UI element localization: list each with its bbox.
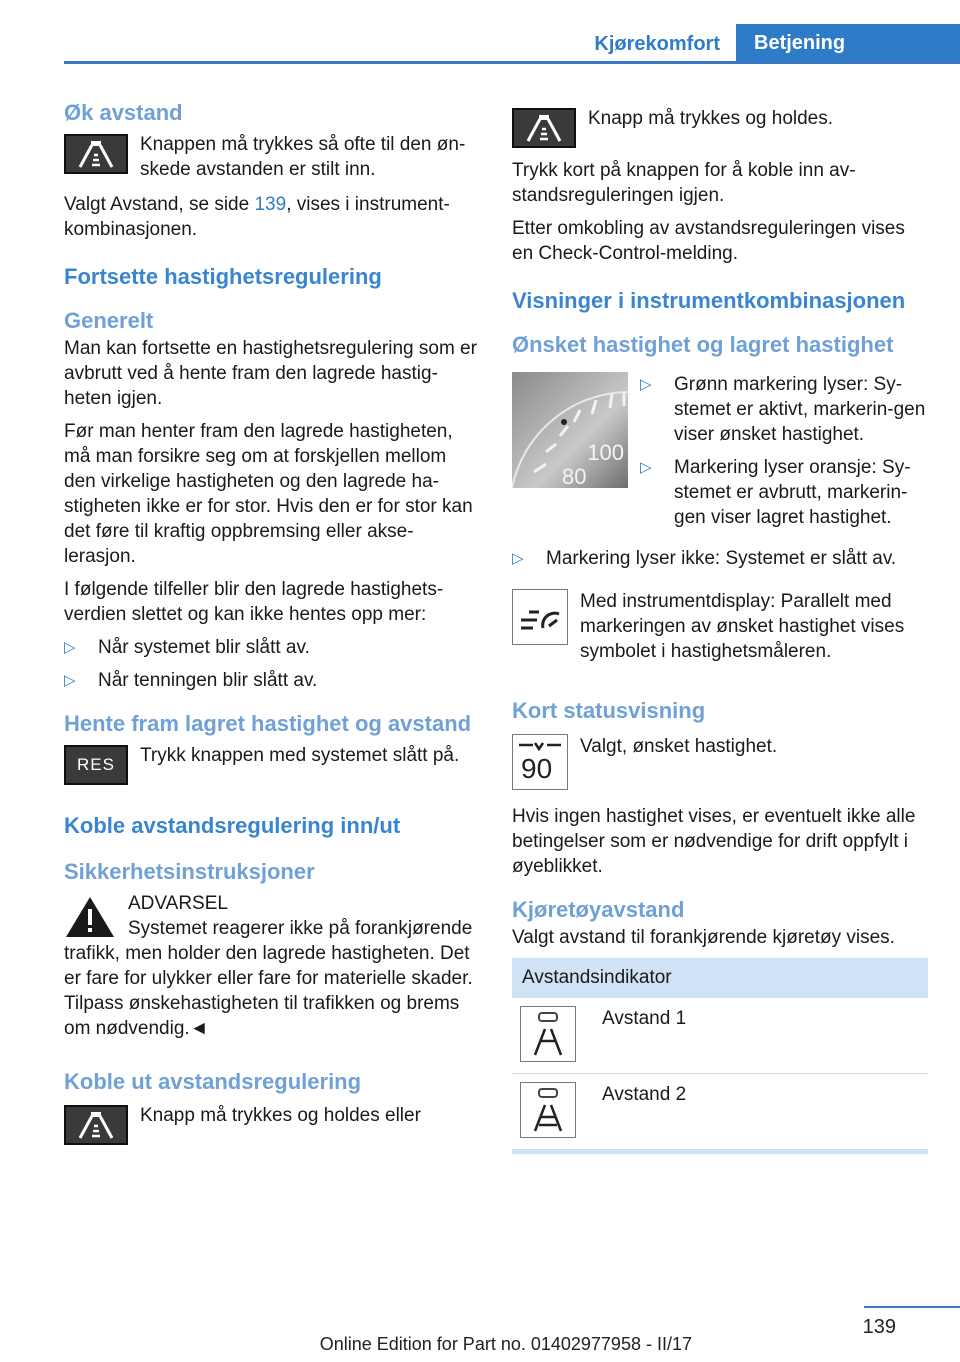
right-p3: Hvis ingen hastighet vises, er eventuelt ikke alle betingelser som er nødvendige for drift oppfylt i øyeblikket. (512, 806, 916, 877)
list-item (64, 635, 480, 660)
fortsette-bullets (64, 635, 480, 693)
heading-kjoretoy: Kjøretøyavstand (512, 897, 685, 922)
status-speed-number: 90 (521, 753, 553, 784)
gauge-bullets (640, 372, 928, 538)
page-header (64, 24, 960, 62)
kjoretoy-text: Valgt avstand til forankjørende kjøretøy vises. (512, 927, 895, 948)
heading-ok-avstand: Øk avstand (64, 100, 183, 125)
distance-button-icon (512, 108, 576, 148)
bullet-arrow-icon: ▷ (64, 672, 76, 689)
heading-onsket: Ønsket hastighet og lagret hastighet (512, 332, 894, 357)
heading-koble-ut: Koble ut avstandsregulering (64, 1069, 362, 1094)
subheading-generelt: Generelt (64, 308, 154, 333)
speed-limiter-symbol-icon (512, 589, 568, 645)
res-button-icon (64, 745, 128, 785)
gauge-label-80: 80 (562, 464, 587, 488)
distance-button-icon (64, 1105, 128, 1145)
gauge-row (512, 372, 928, 546)
heading-visninger: Visninger i instrumentkombinasjonen (512, 288, 906, 313)
table-row (512, 1074, 928, 1150)
ok-avstand-row (64, 132, 480, 182)
distance-2-icon (520, 1082, 576, 1138)
warning-icon (64, 895, 116, 939)
bullet-arrow-icon: ▷ (64, 639, 76, 656)
warning-body: trafikk, men holder den lagrede hastigheten. Det er fare for ulykker eller fare for materielle skader. Tilpass ønskehastigheten til trafikken og brems om nødvendig.◄ (64, 943, 473, 1039)
chapter-tab[interactable]: Kjørekomfort (594, 33, 720, 55)
subheading-sikkerhet: Sikkerhetsinstruksjoner (64, 859, 315, 884)
list-item-text: Når tenningen blir slått av. (98, 670, 318, 691)
list-item-text: Markering lyser ikke: Systemet er slått av. (546, 548, 897, 569)
bullet-arrow-icon: ▷ (512, 550, 524, 567)
kort-row (512, 734, 928, 790)
koble-ut-row (64, 1103, 480, 1145)
bullet-arrow-icon: ▷ (640, 459, 652, 476)
list-item-text: Markering lyser oransje: Sy-stemet er avbrutt, markerin-gen viser lagret hastighet. (674, 457, 911, 528)
right-p1: Trykk kort på knappen for å koble inn av-standsreguleringen igjen. (512, 160, 856, 206)
edition-text: Online Edition for Part no. 01402977958 - II/17 (319, 1334, 692, 1354)
right-p2: Etter omkobling av avstandsreguleringen vises en Check-Control-melding. (512, 218, 905, 264)
fortsette-p1: Man kan fortsette en hastighetsregulering som er avbrutt ved å hente fram den lagrede hastig-heten igjen. (64, 338, 477, 409)
heading-hente: Hente fram lagret hastighet og avstand (64, 711, 472, 736)
instr-text: Med instrumentdisplay: Parallelt med markeringen av ønsket hastighet vises symbolet i hastighetsmåleren. (580, 591, 905, 662)
table-header: Avstandsindikator (512, 958, 928, 998)
speedometer-gauge-image (512, 372, 628, 488)
warning-line: Systemet reagerer ikke på forankjørende (128, 918, 473, 939)
distance-1-icon (520, 1006, 576, 1062)
page-link[interactable]: 139 (254, 194, 287, 215)
heading-kort: Kort statusvisning (512, 698, 706, 723)
footer-rule (864, 1306, 960, 1308)
section-tab[interactable]: Betjening (736, 24, 960, 62)
header-rule (64, 61, 960, 64)
gauge-label-100: 100 (587, 440, 624, 465)
right-top-text: Knapp må trykkes og holdes. (588, 108, 834, 129)
para-text: , vises i instrument-kombinasjonen. (64, 194, 450, 240)
speed-status-icon (512, 734, 568, 790)
distance-button-icon (64, 134, 128, 174)
instr-row (512, 589, 928, 664)
fortsette-p2: Før man henter fram den lagrede hastigheten, må man forsikre seg om at forskjellen mellom den virkelige hastigheten og den lagrede ha-stigheten ikke er for stor. Hvis den er for stor kan det føre til kraftig oppbremsing eller akse-lerasjon. (64, 421, 473, 567)
page-number: 139 (862, 1316, 896, 1338)
warning-row (64, 891, 480, 941)
table-cell: Avstand 1 (602, 1008, 687, 1029)
fortsette-p3: I følgende tilfeller blir den lagrede hastighets-verdien slettet og kan ikke hentes opp mer: (64, 579, 444, 625)
bullet-arrow-icon: ▷ (640, 376, 652, 393)
list-item (640, 455, 928, 530)
table-row (512, 998, 928, 1074)
ok-avstand-para (64, 192, 480, 242)
distance-indicator-table (512, 958, 928, 1154)
bullet3-list (512, 546, 928, 571)
table-bottom-rule (512, 1150, 928, 1154)
warning-text (128, 891, 480, 941)
koble-ut-text: Knapp må trykkes og holdes eller (140, 1105, 421, 1126)
heading-fortsette: Fortsette hastighetsregulering (64, 264, 382, 289)
para-text: Valgt Avstand, se side (64, 194, 255, 215)
ok-avstand-text: Knappen må trykkes så ofte til den øn-skede avstanden er stilt inn. (140, 134, 466, 180)
left-column (64, 100, 480, 1155)
table-cell: Avstand 2 (602, 1084, 687, 1105)
list-item-text: Når systemet blir slått av. (98, 637, 310, 658)
warning-heading: ADVARSEL (128, 893, 228, 914)
res-label: RES (77, 755, 115, 774)
heading-koble: Koble avstandsregulering inn/ut (64, 813, 401, 838)
list-item (64, 668, 480, 693)
kort-text: Valgt, ønsket hastighet. (580, 736, 778, 757)
list-item (512, 546, 928, 571)
right-column (512, 100, 928, 1154)
right-top-row (512, 106, 928, 148)
hente-text: Trykk knappen med systemet slått på. (140, 745, 460, 766)
hente-row (64, 743, 480, 785)
list-item (640, 372, 928, 447)
list-item-text: Grønn markering lyser: Sy-stemet er aktivt, markerin-gen viser ønsket hastighet. (674, 374, 926, 445)
